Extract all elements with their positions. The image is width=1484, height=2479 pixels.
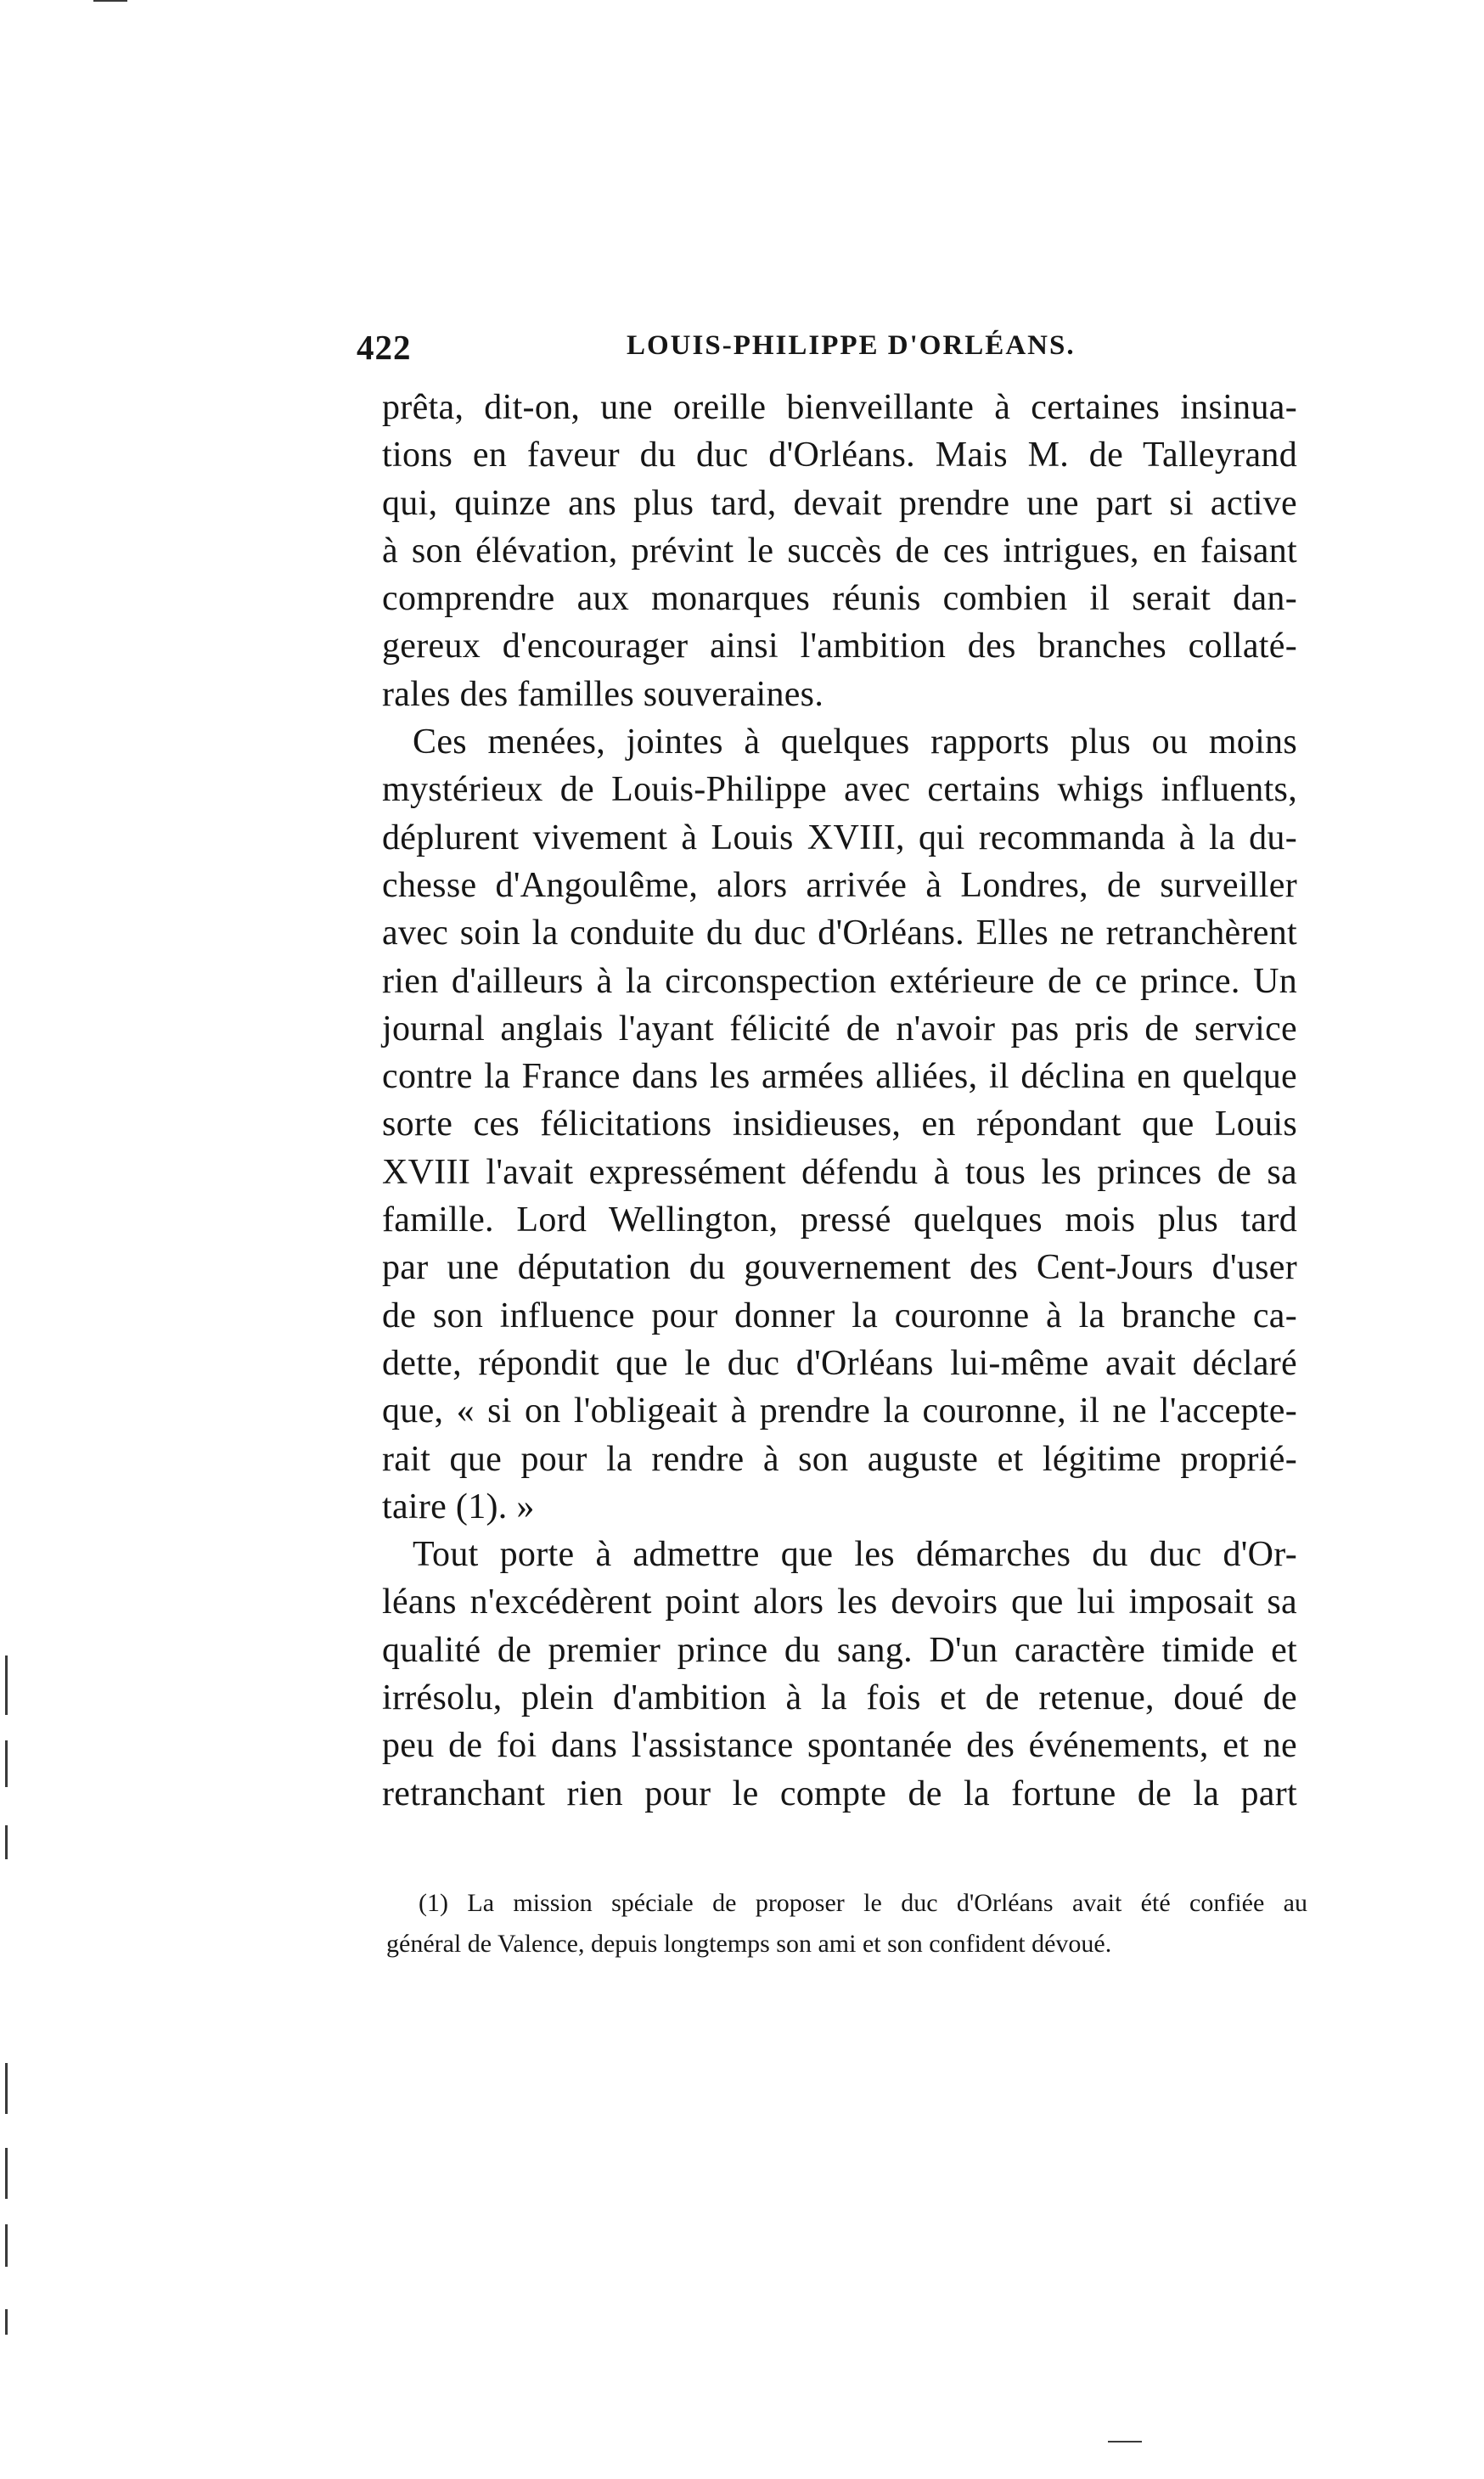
- text-line: rales des familles souveraines.: [382, 674, 824, 714]
- text-line: comprendre aux monarques réunis combien il serait dan-: [382, 579, 1297, 619]
- running-head: LOUIS-PHILIPPE D'ORLÉANS.: [627, 330, 1076, 361]
- text-line: dette, répondit que le duc d'Orléans lui-même avait déclaré: [382, 1343, 1297, 1383]
- scan-artifact: [5, 1740, 8, 1787]
- footnote-line: (1) La mission spéciale de proposer le duc d'Orléans avait été confiée au: [419, 1889, 1307, 1917]
- text-line: qui, quinze ans plus tard, devait prendre une part si active: [382, 483, 1297, 523]
- text-line: mystérieux de Louis-Philippe avec certains whigs influents,: [382, 770, 1297, 810]
- text-line: avec soin la conduite du duc d'Orléans. Elles ne retranchèrent: [382, 913, 1297, 953]
- scan-artifact: [93, 0, 127, 2]
- text-line: famille. Lord Wellington, pressé quelques mois plus tard: [382, 1200, 1297, 1240]
- text-line: retranchant rien pour le compte de la fortune de la part: [382, 1774, 1297, 1813]
- text-line: qualité de premier prince du sang. D'un caractère timide et: [382, 1630, 1297, 1670]
- text-line: irrésolu, plein d'ambition à la fois et de retenue, doué de: [382, 1678, 1297, 1718]
- text-line: Tout porte à admettre que les démarches du duc d'Or-: [413, 1535, 1297, 1575]
- text-line: à son élévation, prévint le succès de ces intrigues, en faisant: [382, 531, 1297, 571]
- text-line: Ces menées, jointes à quelques rapports plus ou moins: [413, 722, 1297, 762]
- page-header: [357, 327, 1307, 378]
- scan-artifact: [5, 2063, 8, 2114]
- text-line: XVIII l'avait expressément défendu à tous les princes de sa: [382, 1152, 1297, 1192]
- text-line: sorte ces félicitations insidieuses, en répondant que Louis: [382, 1105, 1297, 1144]
- text-line: tions en faveur du duc d'Orléans. Mais M. de Talleyrand: [382, 436, 1297, 475]
- text-line: léans n'excédèrent point alors les devoirs que lui imposait sa: [382, 1582, 1297, 1622]
- text-line: rait que pour la rendre à son auguste et légitime proprié-: [382, 1439, 1297, 1479]
- text-line: déplurent vivement à Louis XVIII, qui recommanda à la du-: [382, 818, 1297, 857]
- scan-artifact: [5, 2309, 8, 2335]
- text-line: journal anglais l'ayant félicité de n'avoir pas pris de service: [382, 1009, 1297, 1048]
- footnote: [386, 1883, 1307, 1965]
- text-line: chesse d'Angoulême, alors arrivée à Londres, de surveiller: [382, 865, 1297, 905]
- text-line: par une députation du gouvernement des Cent-Jours d'user: [382, 1248, 1297, 1288]
- footnote-line: général de Valence, depuis longtemps son ami et son confident dévoué.: [386, 1930, 1112, 1958]
- text-line: rien d'ailleurs à la circonspection extérieure de ce prince. Un: [382, 961, 1297, 1001]
- text-line: gereux d'encourager ainsi l'ambition des branches collaté-: [382, 627, 1297, 666]
- text-line: taire (1). »: [382, 1487, 535, 1526]
- body-text: [382, 384, 1297, 1818]
- text-line: que, « si on l'obligeait à prendre la couronne, il ne l'accepte-: [382, 1391, 1297, 1431]
- scan-artifact: [5, 2224, 8, 2267]
- scan-artifact: [5, 1655, 8, 1715]
- text-line: contre la France dans les armées alliées, il déclina en quelque: [382, 1057, 1297, 1097]
- scan-artifact: [1108, 2441, 1142, 2442]
- page-number: 422: [357, 328, 412, 367]
- text-line: de son influence pour donner la couronne à la branche ca-: [382, 1296, 1297, 1335]
- text-line: peu de foi dans l'assistance spontanée des événements, et ne: [382, 1726, 1297, 1766]
- scan-artifact: [5, 1825, 8, 1859]
- text-line: prêta, dit-on, une oreille bienveillante à certaines insinua-: [382, 388, 1297, 427]
- scan-artifact: [5, 2148, 8, 2199]
